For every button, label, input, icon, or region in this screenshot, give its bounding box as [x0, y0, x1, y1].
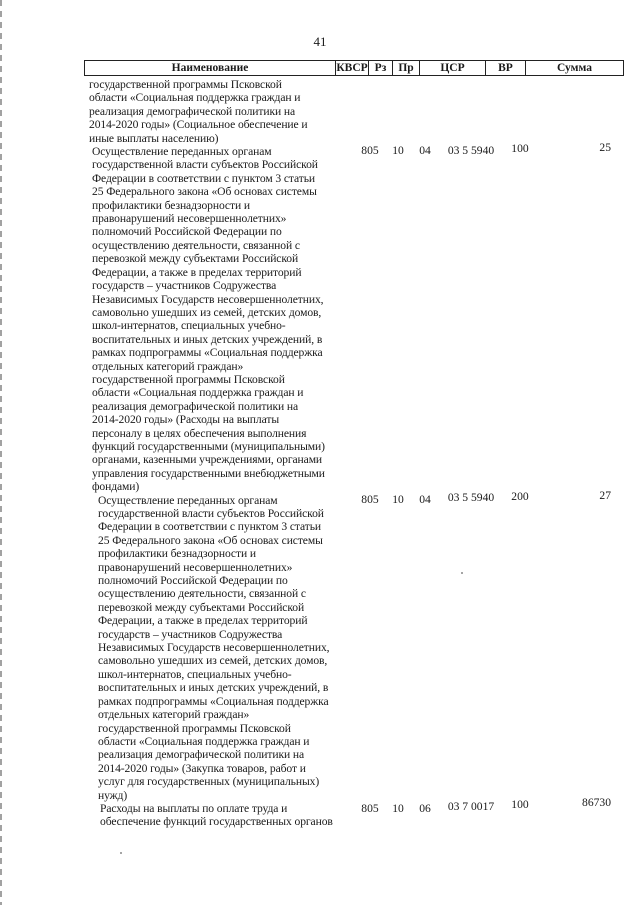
header-rz: Рз — [368, 61, 392, 75]
page-number: 41 — [313, 34, 327, 49]
header-csr: ЦСР — [419, 61, 485, 75]
row-vr: 200 — [511, 490, 529, 504]
header-pr: Пр — [392, 61, 419, 75]
scan-speck — [120, 852, 122, 854]
row-kvsr: 805 — [361, 801, 379, 815]
row-pr: 06 — [419, 801, 431, 815]
scan-speck — [461, 572, 463, 574]
row-vr: 100 — [511, 797, 529, 811]
row-sum: 27 — [599, 489, 611, 503]
row-rz: 10 — [392, 493, 404, 507]
header-name: Наименование — [84, 61, 335, 75]
row-sum: 86730 — [582, 795, 611, 809]
header-sum: Сумма — [525, 61, 624, 75]
table-row — [0, 145, 640, 507]
row-rz: 10 — [392, 144, 404, 157]
row-vr: 100 — [511, 142, 529, 155]
row-pr: 04 — [419, 493, 431, 507]
row-csr: 03 5 5940 — [447, 144, 495, 157]
row-kvsr: 805 — [361, 493, 379, 507]
row-csr: 03 7 0017 — [447, 799, 495, 813]
row-kvsr: 805 — [361, 144, 379, 157]
row-rz: 10 — [392, 801, 404, 815]
header-vr: ВР — [485, 61, 525, 75]
row-sum: 25 — [599, 141, 611, 154]
row-description: Расходы на выплаты по оплате труда и обеспечение функций государственных органов — [100, 801, 333, 829]
table-header — [84, 60, 624, 76]
row-csr: 03 5 5940 — [447, 491, 495, 505]
row-description: Осуществление переданных органам государственной власти субъектов Российской Федерации в соответствии с пунктом 3 статьи 25 Федерального закона «Об основах системы профилактики безнадзорности и правонарушений несовершеннолетних» полномочий Российской Федерации по осуществлению деятельности, связанной с перевозкой между субъектами Российской Федерации, а также в пределах территорий государств – участников Содружества Независимых Государств несовершеннолетних, самовольно ушедших из семей, детских домов, школ-интернатов, специальных учебно- воспитательных и иных детских учреждений, в рамках подпрограммы «Социальная поддержка отдельных категорий граждан» государственной программы Псковской области «Социальная поддержка граждан и реализация демографической политики на 2014-2020 годы» (Закупка товаров, работ и услуг для государственных (муниципальных) нужд) — [98, 493, 330, 802]
row-description: государственной программы Псковской области «Социальная поддержка граждан и реализация демографической политики на 2014-2020 годы» (Социальное обеспечение и иные выплаты населению) — [89, 78, 308, 145]
row-pr: 04 — [419, 144, 431, 157]
table-row — [0, 78, 640, 157]
table-row — [0, 799, 640, 829]
table-body — [0, 78, 640, 829]
row-description: Осуществление переданных органам государственной власти субъектов Российской Федерации в соответствии с пунктом 3 статьи 25 Федерального закона «Об основах системы профилактики безнадзорности и правонарушений несовершеннолетних» полномочий Российской Федерации по осуществлению деятельности, связанной с перевозкой между субъектами Российской Федерации, а также в пределах территорий государств – участников Содружества Независимых Государств несовершеннолетних, самовольно ушедших из семей, детских домов, школ-интернатов, специальных учебно- воспитательных и иных детских учреждений, в рамках подпрограммы «Социальная поддержка отдельных категорий граждан» государственной программы Псковской области «Социальная поддержка граждан и реализация демографической политики на 2014-2020 годы» (Расходы на выплаты персоналу в целях обеспечения выполнения функций государственными (муниципальными) органами, казенными учреждениями, органами управления государственными внебюджетными фондами) — [92, 145, 325, 494]
header-kvsr: КВСР — [336, 62, 368, 74]
